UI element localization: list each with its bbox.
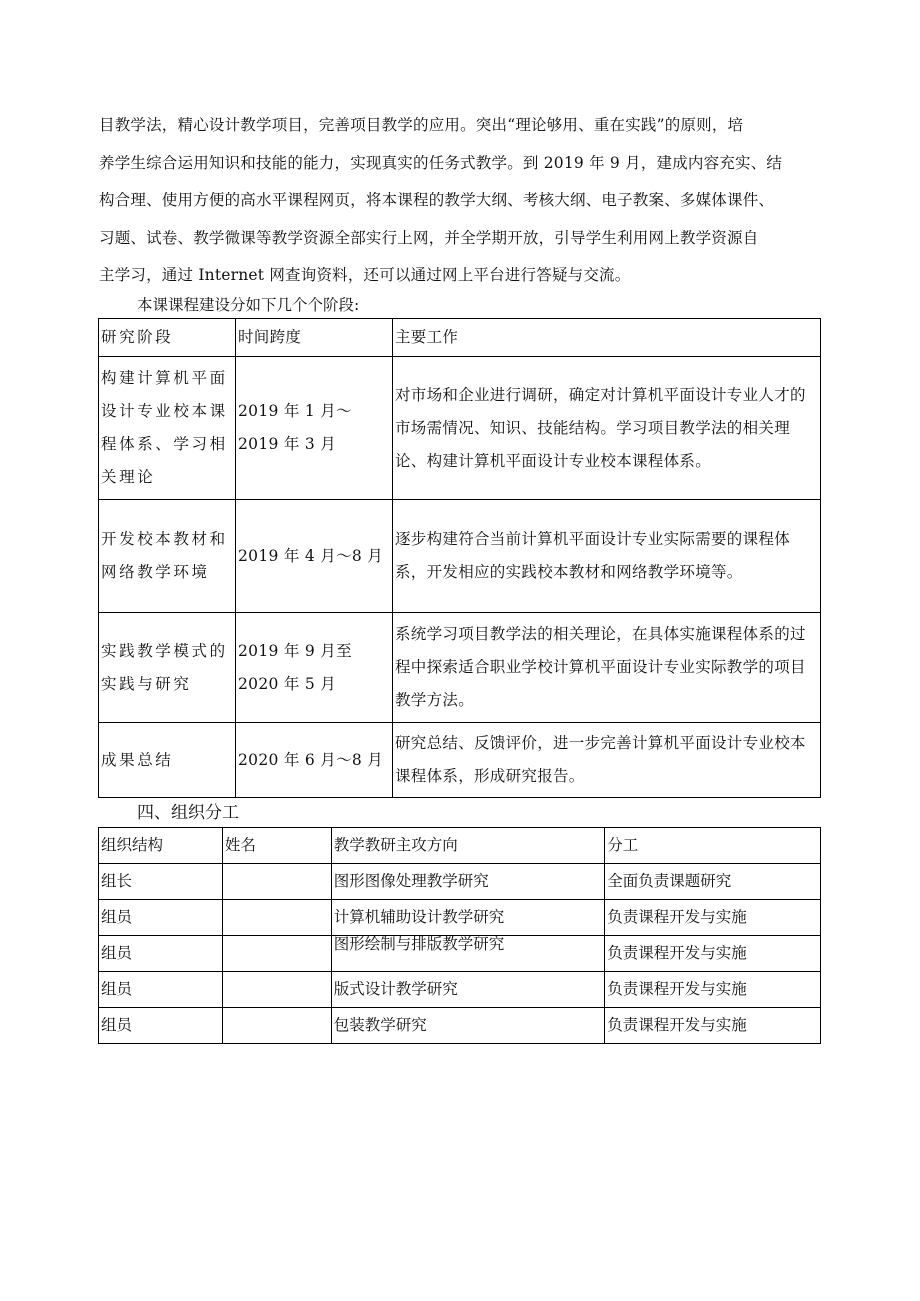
paragraph-line: 主学习，通过 Internet 网查询资料，还可以通过网上平台进行答疑与交流。 — [99, 266, 631, 284]
paragraph-line: 构合理、使用方便的高水平课程网页，将本课程的教学大纲、考核大纲、电子教案、多媒体课件、 — [99, 191, 775, 209]
duty-cell: 负责课程开发与实施 — [605, 936, 821, 972]
role-cell: 组员 — [99, 1008, 223, 1044]
name-cell — [222, 936, 331, 972]
duty-cell: 负责课程开发与实施 — [605, 1008, 821, 1044]
header-cell: 时间跨度 — [236, 319, 393, 357]
name-cell — [222, 1008, 331, 1044]
paragraph-line: 目教学法，精心设计教学项目，完善项目教学的应用。突出“理论够用、重在实践”的原则，培 — [99, 116, 744, 134]
header-cell: 组织结构 — [99, 828, 223, 864]
duty-cell: 负责课程开发与实施 — [605, 972, 821, 1008]
section-heading: 四、组织分工 — [137, 803, 239, 823]
stage-cell: 成果总结 — [99, 723, 236, 798]
role-cell: 组员 — [99, 972, 223, 1008]
name-cell — [222, 864, 331, 900]
role-cell: 组员 — [99, 936, 223, 972]
table-row — [99, 613, 821, 723]
work-cell: 逐步构建符合当前计算机平面设计专业实际需要的课程体系，开发相应的实践校本教材和网络教学环境等。 — [393, 500, 821, 613]
work-cell: 对市场和企业进行调研，确定对计算机平面设计专业人才的市场需情况、知识、技能结构。学习项目教学法的相关理论、构建计算机平面设计专业校本课程体系。 — [393, 357, 821, 500]
header-cell: 主要工作 — [393, 319, 821, 357]
name-cell — [222, 900, 331, 936]
stage-cell: 开发校本教材和网络教学环境 — [99, 500, 236, 613]
table-row — [99, 864, 821, 900]
header-cell: 分工 — [605, 828, 821, 864]
role-cell: 组长 — [99, 864, 223, 900]
table-row — [99, 1008, 821, 1044]
table-row — [99, 357, 821, 500]
direction-text: 图形绘制与排版教学研究 — [333, 935, 505, 953]
name-cell — [222, 972, 331, 1008]
duty-cell: 负责课程开发与实施 — [605, 900, 821, 936]
table-header-row — [99, 828, 821, 864]
period-cell: 2019 年 1 月～2019 年 3 月 — [236, 357, 393, 500]
period-cell: 2019 年 9 月至 2020 年 5 月 — [236, 613, 393, 723]
table-row — [99, 900, 821, 936]
intro-paragraph — [99, 107, 823, 295]
header-cell: 研究阶段 — [99, 319, 236, 357]
period-cell: 2019 年 4 月～8 月 — [236, 500, 393, 613]
header-cell: 姓名 — [222, 828, 331, 864]
work-cell: 研究总结、反馈评价，进一步完善计算机平面设计专业校本课程体系，形成研究报告。 — [393, 723, 821, 798]
role-cell: 组员 — [99, 900, 223, 936]
paragraph-line: 习题、试卷、教学微课等教学资源全部实行上网，并全学期开放，引导学生利用网上教学资源自 — [99, 228, 759, 247]
stage-cell: 实践教学模式的实践与研究 — [99, 613, 236, 723]
table-row — [99, 723, 821, 798]
direction-cell: 包装教学研究 — [331, 1008, 605, 1044]
paragraph-line: 养学生综合运用知识和技能的能力，实现真实的任务式教学。到 2019 年 9 月，建成内容充实、结 — [99, 153, 783, 172]
header-cell: 教学教研主攻方向 — [331, 828, 605, 864]
table-row — [99, 936, 821, 972]
direction-cell: 图形图像处理教学研究 — [331, 864, 605, 900]
direction-cell: 版式设计教学研究 — [331, 972, 605, 1008]
stages-intro: 本课课程建设分如下几个个阶段: — [137, 296, 360, 314]
stage-cell: 构建计算机平面设计专业校本课程体系、学习相关理论 — [99, 357, 236, 500]
direction-cell — [331, 936, 605, 972]
period-cell: 2020 年 6 月～8 月 — [236, 723, 393, 798]
direction-cell: 计算机辅助设计教学研究 — [331, 900, 605, 936]
work-cell: 系统学习项目教学法的相关理论，在具体实施课程体系的过程中探索适合职业学校计算机平面设计专业实际教学的项目教学方法。 — [393, 613, 821, 723]
table-header-row — [99, 319, 821, 357]
table-row — [99, 500, 821, 613]
table-row — [99, 972, 821, 1008]
duty-cell: 全面负责课题研究 — [605, 864, 821, 900]
organization-table — [98, 827, 821, 1044]
stages-table — [98, 318, 821, 798]
